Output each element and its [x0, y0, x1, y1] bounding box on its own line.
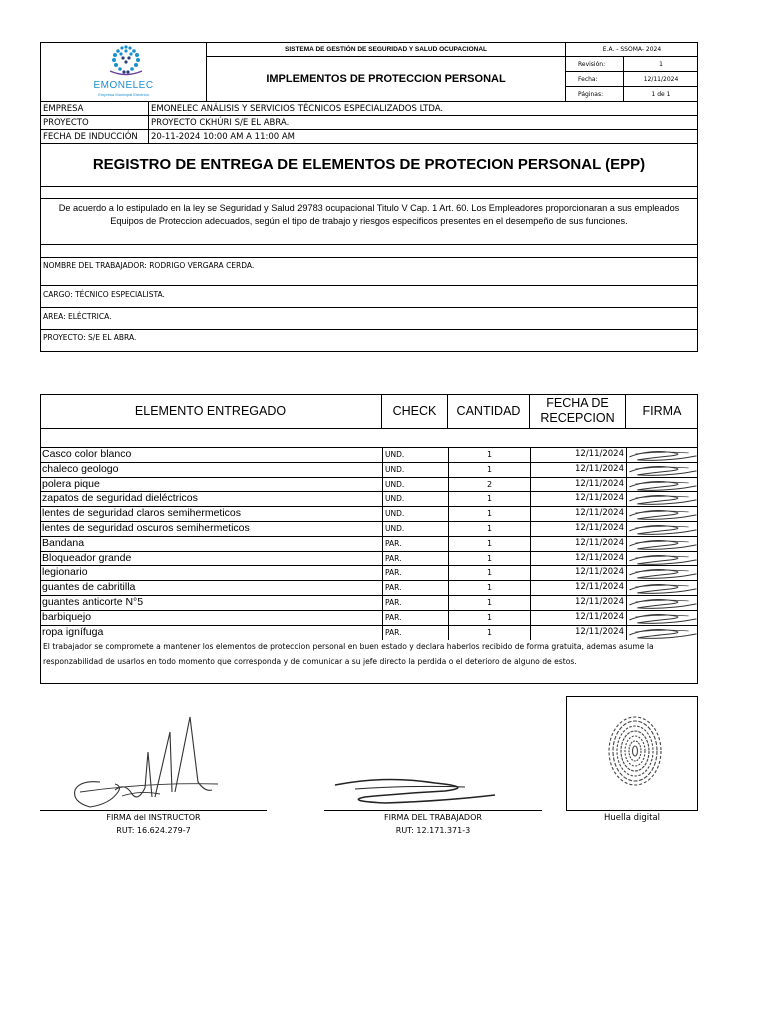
item-quantity: 2 [449, 478, 531, 493]
table-row [40, 580, 698, 595]
item-unit: PAR. [383, 581, 449, 596]
fingerprint-icon [605, 713, 665, 789]
worker-rut: RUT: 12.171.371-3 [395, 826, 471, 835]
system-title: SISTEMA DE GESTIÓN DE SEGURIDAD Y SALUD OCUPACIONAL [207, 42, 566, 57]
worker-sign-label: FIRMA DEL TRABAJADOR [384, 813, 482, 822]
spacer-row-2 [40, 245, 698, 258]
item-unit: PAR. [383, 566, 449, 581]
item-quantity: 1 [449, 611, 531, 626]
commitment-text: El trabajador se compromete a mantener los elementos de proteccion personal en buen estado y declara haberlos recibido de forma gratuita, ademas asume la responzabilidad de usarlos en todo momento que corresponda y de comunicar a su jefe directo la perdida o el deterioro de alguno de estos. [40, 639, 698, 684]
item-date: 12/11/2024 [531, 537, 627, 552]
item-unit: PAR. [383, 552, 449, 567]
item-unit: UND. [383, 522, 449, 537]
row-signature-icon [627, 581, 699, 596]
item-quantity: 1 [449, 581, 531, 596]
item-quantity: 1 [449, 537, 531, 552]
item-unit: UND. [383, 478, 449, 493]
item-date: 12/11/2024 [531, 492, 627, 507]
item-quantity: 1 [449, 463, 531, 478]
fingerprint-label: Huella digital [603, 813, 661, 823]
item-name: chaleco geologo [41, 463, 383, 478]
table-row [40, 610, 698, 625]
item-date: 12/11/2024 [531, 611, 627, 626]
table-row [40, 536, 698, 551]
worker-area: AREA: ELÉCTRICA. [40, 308, 698, 330]
row-signature-icon [627, 463, 699, 478]
row-signature-icon [627, 492, 699, 507]
item-date: 12/11/2024 [531, 552, 627, 567]
item-unit: UND. [383, 492, 449, 507]
item-date: 12/11/2024 [531, 566, 627, 581]
item-date: 12/11/2024 [531, 522, 627, 537]
item-name: legionario [41, 566, 383, 581]
item-unit: UND. [383, 463, 449, 478]
table-row [40, 462, 698, 477]
worker-signature-line [324, 810, 542, 811]
item-name: ropa ignífuga [41, 626, 383, 641]
date-label: Fecha: [566, 72, 624, 87]
item-date: 12/11/2024 [531, 478, 627, 493]
item-unit: PAR. [383, 611, 449, 626]
company-logo-icon [96, 44, 156, 78]
row-signature-icon [627, 596, 699, 611]
header-signature: FIRMA [642, 404, 682, 418]
item-unit: UND. [383, 448, 449, 463]
table-row [40, 491, 698, 506]
item-date: 12/11/2024 [531, 448, 627, 463]
item-date: 12/11/2024 [531, 626, 627, 641]
legal-text: De acuerdo a lo estipulado en la ley se Seguridad y Salud 29783 ocupacional Titulo V Cap. 1 Art. 60. Los Empleadores proporcionaran a sus empleados Equipos de Proteccion adecuados, según el tipo de trabajo y riesgos especificos presentes en el desempeño de sus funciones. [40, 199, 698, 245]
spacer-row [40, 187, 698, 199]
item-name: guantes de cabritilla [41, 581, 383, 596]
instructor-signature-icon [60, 712, 220, 812]
logo-cell [40, 42, 207, 102]
item-date: 12/11/2024 [531, 596, 627, 611]
item-quantity: 1 [449, 507, 531, 522]
worker-signature-icon [325, 773, 505, 813]
header-quantity: CANTIDAD [448, 394, 530, 429]
item-unit: PAR. [383, 626, 449, 641]
worker-project: PROYECTO: S/E EL ABRA. [40, 330, 698, 352]
project-value: PROYECTO CKHÚRI S/E EL ABRA. [149, 116, 698, 130]
revision-label: Revisión: [566, 57, 624, 72]
row-signature-icon [627, 522, 699, 537]
item-quantity: 1 [449, 552, 531, 567]
item-name: Bloqueador grande [41, 552, 383, 567]
item-name: Bandana [41, 537, 383, 552]
main-title: REGISTRO DE ENTREGA DE ELEMENTOS DE PROTECION PERSONAL (EPP) [40, 144, 698, 187]
item-name: lentes de seguridad oscuros semihermeticos [41, 522, 383, 537]
item-quantity: 1 [449, 492, 531, 507]
item-name: polera pique [41, 478, 383, 493]
document-code: E.A. - SSOMA- 2024 [566, 42, 698, 57]
item-name: barbiquejo [41, 611, 383, 626]
document-title: IMPLEMENTOS DE PROTECCION PERSONAL [207, 57, 566, 102]
header-date: FECHA DE RECEPCION [530, 394, 626, 429]
date-value: 12/11/2024 [624, 72, 698, 87]
project-label: PROYECTO [40, 116, 149, 130]
pages-value: 1 de 1 [651, 91, 671, 98]
header-check: CHECK [382, 394, 448, 429]
row-signature-icon [627, 537, 699, 552]
instructor-signature-line [40, 810, 267, 811]
fingerprint-box [566, 696, 698, 811]
item-unit: PAR. [383, 537, 449, 552]
item-quantity: 1 [449, 448, 531, 463]
table-row [40, 565, 698, 580]
header-element: ELEMENTO ENTREGADO [40, 394, 382, 429]
item-quantity: 1 [449, 522, 531, 537]
row-signature-icon [627, 566, 699, 581]
logo-tagline: Empresa Municipal Electrica [98, 92, 149, 97]
row-signature-icon [627, 478, 699, 493]
table-row [40, 506, 698, 521]
row-signature-icon [627, 552, 699, 567]
table-row [40, 551, 698, 566]
item-name: Casco color blanco [41, 448, 383, 463]
item-quantity: 1 [449, 596, 531, 611]
table-row [40, 625, 698, 640]
pages-label: Páginas: [566, 87, 624, 102]
worker-position: CARGO: TÉCNICO ESPECIALISTA. [40, 286, 698, 308]
item-quantity: 1 [449, 626, 531, 641]
induction-label: FECHA DE INDUCCIÓN [40, 130, 149, 144]
company-label: EMPRESA [40, 102, 149, 116]
item-quantity: 1 [449, 566, 531, 581]
row-signature-icon [627, 448, 699, 463]
logo-text: EMONELEC [93, 80, 154, 91]
table-row [40, 477, 698, 492]
revision-value: 1 [624, 57, 698, 72]
item-date: 12/11/2024 [531, 581, 627, 596]
worker-name: NOMBRE DEL TRABAJADOR: RODRIGO VERGARA CERDA. [40, 258, 698, 286]
table-row [40, 595, 698, 610]
instructor-rut: RUT: 16.624.279-7 [116, 826, 191, 835]
item-unit: PAR. [383, 596, 449, 611]
item-date: 12/11/2024 [531, 463, 627, 478]
instructor-label: FIRMA del INSTRUCTOR [106, 813, 201, 822]
item-date: 12/11/2024 [531, 507, 627, 522]
item-name: zapatos de seguridad dieléctricos [41, 492, 383, 507]
item-name: lentes de seguridad claros semihermeticos [41, 507, 383, 522]
row-signature-icon [627, 507, 699, 522]
item-unit: UND. [383, 507, 449, 522]
induction-value: 20-11-2024 10:00 AM A 11:00 AM [149, 130, 698, 144]
row-signature-icon [627, 611, 699, 626]
table-row [40, 521, 698, 536]
item-name: guantes anticorte N°5 [41, 596, 383, 611]
table-row [40, 447, 698, 462]
table-spacer-row [40, 429, 698, 447]
company-value: EMONELEC ANÁLISIS Y SERVICIOS TÉCNICOS ESPECIALIZADOS LTDA. [149, 102, 698, 116]
